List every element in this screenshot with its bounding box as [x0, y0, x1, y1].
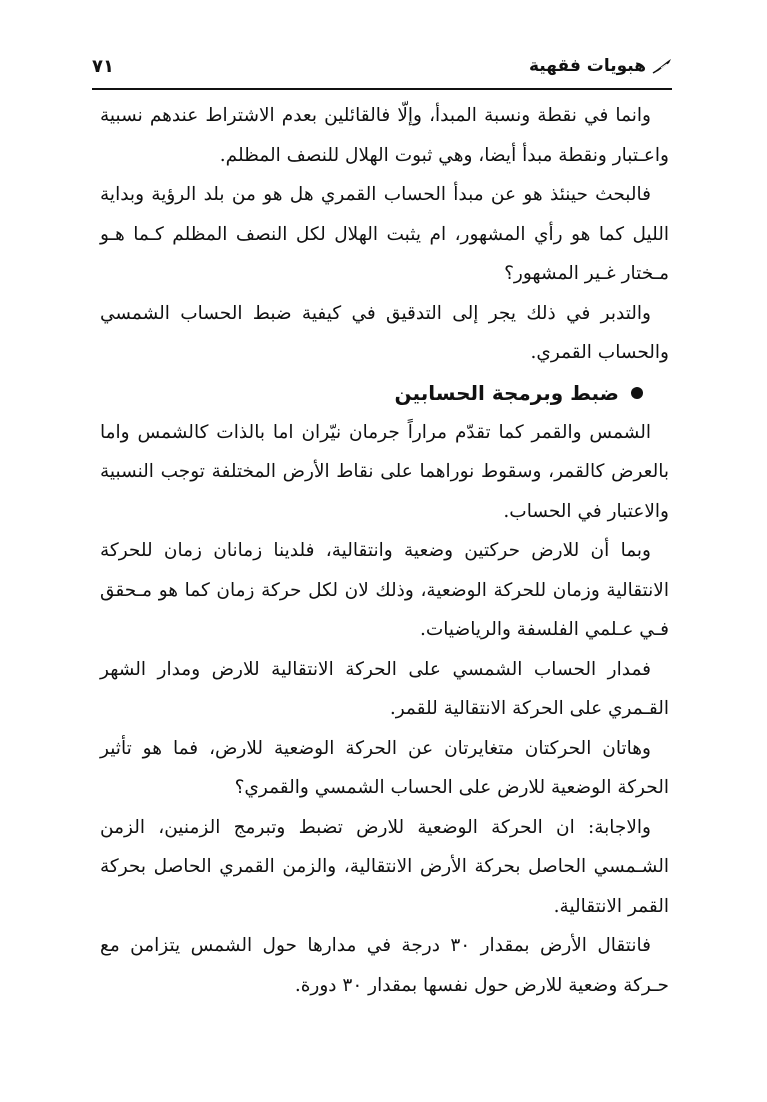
paragraph: فانتقال الأرض بمقدار ٣٠ درجة في مدارها حول الشمس يتزامن مع حـركة وضعية للارض حول نفسها بمقدار ٣٠ دورة.	[100, 935, 669, 996]
page-header	[92, 52, 672, 86]
header-rule	[92, 88, 672, 90]
paragraph: الشمس والقمر كما تقدّم مراراً جرمان نيّران اما بالذات كالشمس واما بالعرض كالقمر، وسقوط نوراهما على نقاط الأرض المختلفة توجب النسبية والاعتبار في الحساب.	[100, 421, 669, 522]
paragraph: فالبحث حينئذ هو عن مبدأ الحساب القمري هل هو من بلد الرؤية وبداية الليل كما هو رأي المشهور، ام يثبت الهلال لكل النصف المظلم كـما هـو مـختار غـير المشهور؟	[100, 184, 669, 284]
paragraph: وانما في نقطة ونسبة المبدأ، وإلّا فالقائلين بعدم الاشتراط عندهم نسبية واعـتبار ونقطة مبدأ أيضا، وهي ثبوت الهلال للنصف المظلم.	[100, 105, 669, 166]
quill-icon	[652, 58, 672, 74]
bullet-icon	[631, 387, 643, 399]
section-heading	[100, 373, 669, 413]
running-title	[529, 56, 672, 76]
paragraph: وهاتان الحركتان متغايرتان عن الحركة الوضعية للارض، فما هو تأثير الحركة الوضعية للارض على الحساب الشمسي والقمري؟	[100, 737, 669, 798]
page-number: ٧١	[92, 56, 114, 77]
section-heading-text: ضبط وبرمجة الحسابين	[394, 380, 619, 405]
paragraph: فمدار الحساب الشمسي على الحركة الانتقالية للارض ومدار الشهر القـمري على الحركة الانتقالية للقمر.	[100, 658, 669, 719]
paragraph: والتدبر في ذلك يجر إلى التدقيق في كيفية ضبط الحساب الشمسي والحساب القمري.	[100, 302, 669, 363]
page-body	[100, 96, 669, 1005]
running-title-text: هبويات فقهية	[529, 56, 646, 76]
paragraph: والاجابة: ان الحركة الوضعية للارض تضبط وتبرمج الزمنين، الزمن الشـمسي الحاصل بحركة الأرض الانتقالية، والزمن القمري الحاصل بحركة القمر الانتقالية.	[100, 816, 669, 917]
paragraph: وبما أن للارض حركتين وضعية وانتقالية، فلدينا زمانان زمان للحركة الانتقالية وزمان للحركة الوضعية، وذلك لان لكل حركة زمان كما هو مـحقق فـي عـلمي الفلسفة والرياضيات.	[100, 540, 669, 640]
